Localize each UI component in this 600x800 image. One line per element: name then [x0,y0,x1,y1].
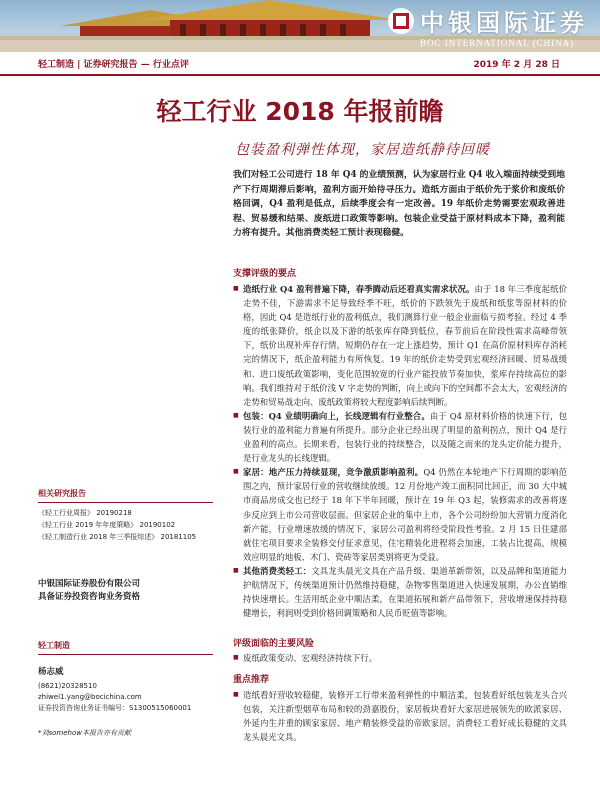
related-report-link[interactable]: 《轻工行业周报》 20190218 [38,509,132,517]
analyst-info [38,640,213,738]
related-heading: 相关研究报告 [38,489,86,498]
risk-heading: 评级面临的主要风险 [233,639,315,649]
related-report-link[interactable]: 《轻工制造行业 2018 年三季报综述》 20181105 [38,533,197,541]
report-category: 轻工制造 | 证券研究报告 — 行业点评 [38,60,189,70]
list-item [233,465,567,564]
analyst-name: 杨志威 [38,667,64,677]
recommend-text: 造纸看好营收较稳健，装修开工行带来盈利弹性的中顺洁柔，包装看好纸包装龙头合兴包装，关注新型烟草布局和较的劲嘉股份，家居板块看好大家居进展领先的欧派家居、外延内生并重的顾家家居、地产精装修受益的帝欧家居，消费轻工看好成长稳健的文具龙头晨光文具。 [243,690,567,743]
bullet-body: Q4 仍然在本轮地产下行周期的影响范围之内，预计家居行业的营收继续放缓。12 月份地产竣工面积同比回正，而 30 大中城市商品房成交也已经于 18 年下半年回暖，预计在 19 年 Q3 起，装修需求的改善将逐步反应到上市公司营收层面。但家居企业的集中上市，各个公司纷纷加大营销力度消化新产能，行业增速放缓的情况下，家居公司盈利将经受阶段性考验。2 月 15 日住建部就住宅项目要求全装修交付征求意见，住宅精装化进程将会加速，工装占比提高，规模效应明显的地板、木门、瓷砖等家居类别将更为受益。 [243,467,568,562]
list-item [233,564,567,620]
company-qualification: 具备证券投资咨询业务资格 [38,592,141,602]
analyst-phone: (8621)20328510 [38,682,97,690]
report-header-bar [0,52,600,76]
related-research [38,488,213,543]
bullet-lead: 家居：地产压力持续显现，竞争激质影响盈利。 [243,467,424,478]
report-title: 轻工行业 2018 年报前瞻 [156,97,444,126]
bullet-square-icon: ■ [233,411,239,419]
bullet-lead: 造纸行业 Q4 盈利普遍下降，春季腾动后还看真实需求状况。 [243,284,475,294]
divider [38,654,213,655]
bullet-lead: 其他消费类轻工： [243,565,312,576]
bullet-square-icon: ■ [233,691,239,698]
bullet-square-icon: ■ [233,468,239,476]
bullet-body: 文具龙头晨光文具在产品升级、渠道革新带领，以及品牌和渠道能力护航情况下，传统渠道预计仍然维持稳健，杂物零售渠道进入快速发展期，办公直销维持快速增长。生活用纸企业中顺洁柔，在渠道拓展和新产品带领下，营收增速保持持稳健增长，利润则受到价格回调策略和人民币贬值等影响。 [243,565,568,619]
abstract: 我们对轻工公司进行 18 年 Q4 的业绩预测，认为家居行业 Q4 收入端面持续受到地产下行周期滞后影响，盈利方面开始待寻压力。造纸方面由于纸价先于浆价和废纸价格回调，Q4 盈利是低点，后续季度会有一定改善。19 年纸价走势需要宏观政善进程、贸易缓和结果、废纸进口政策等影响。包装企业受益于原材料成本下降，盈利能力将有提升。其他消费类轻工预计表现稳健。 [233,170,565,238]
related-report-link[interactable]: 《轻工行业 2019 年年度策略》 20190102 [38,521,176,529]
divider [38,502,213,503]
analyst-license: 证券投资咨询业务证书编号：S1300515060001 [38,704,192,712]
company-info [38,578,213,604]
recommend-heading: 重点推荐 [233,675,270,685]
brand-name-cn: 中银国际证券 [420,9,588,37]
company-name: 中银国际证券股份有限公司 [38,579,141,589]
bullet-lead: 包装：Q4 业绩明确向上，长线逻辑有行业整合。 [243,410,430,421]
bullet-body: 由于 Q4 原材料价格的快速下行，包装行业的盈利能力普遍有所提升。部分企业已经出现了明显的盈利拐点，预计 Q4 是行业盈利的高点。长期来看，包装行业的持续整合，以及随之而来的龙头定价能力提升，是行业龙头的长线逻辑。 [243,410,567,464]
bullet-square-icon: ■ [233,285,239,292]
report-subtitle: 包装盈利弹性体现，家居造纸静待回暖 [235,142,490,158]
analyst-email[interactable]: zhiwei1.yang@bocichina.com [38,693,142,701]
recommend-list [233,688,567,744]
list-item [233,688,567,744]
bullet-body: 由于 18 年三季度起纸价走势不佳，下游需求不足导致经季不旺，纸价的下跌领先于废纸和纸浆等原材料的价格，因此 Q4 是造纸行业的盈利低点，我们测算行业一般企业面临亏损考验。经过 4 季度的纸张降价，纸企以及下游的纸张库存降到低位，春节前后在阶段性需求高峰带领下，纸价出现补库存行情，短期仍存在一定上涨趋势，预计 Q1 在高价原材料库存消耗完的情况下，纸企盈利能力有所恢复。19 年的纸价走势受到宏观经济回暖、贸易战缓和、进口废纸政策影响，变化范围较宽的行业产能投放节奏加快，浆库存持续高位的影响。我们维持对于纸价浅 V 字走势的判断，向上或向下的空间都不会太大，宏观经济的走势和贸易战走向、废纸政策将较大程度影响后续判断。 [243,284,568,407]
boc-logo-icon [388,8,414,34]
list-item [233,282,567,409]
report-date: 2019 年 2 月 28 日 [473,60,560,70]
bullet-square-icon: ■ [233,654,239,661]
header-banner [0,0,600,52]
risk-list [233,651,567,665]
risk-text: 废纸政策变动、宏观经济持续下行。 [243,653,377,663]
brand [388,3,588,48]
key-points-heading: 支撑评级的要点 [233,269,297,279]
list-item [233,651,567,665]
analyst-heading: 轻工制造 [38,641,70,650]
brand-name-en: BOC INTERNATIONAL (CHINA) [420,38,575,48]
list-item [233,409,567,465]
bullet-square-icon: ■ [233,566,239,574]
contributor-note: *刘somehow本报告亦有贡献 [38,729,131,737]
key-points-list [233,282,567,620]
